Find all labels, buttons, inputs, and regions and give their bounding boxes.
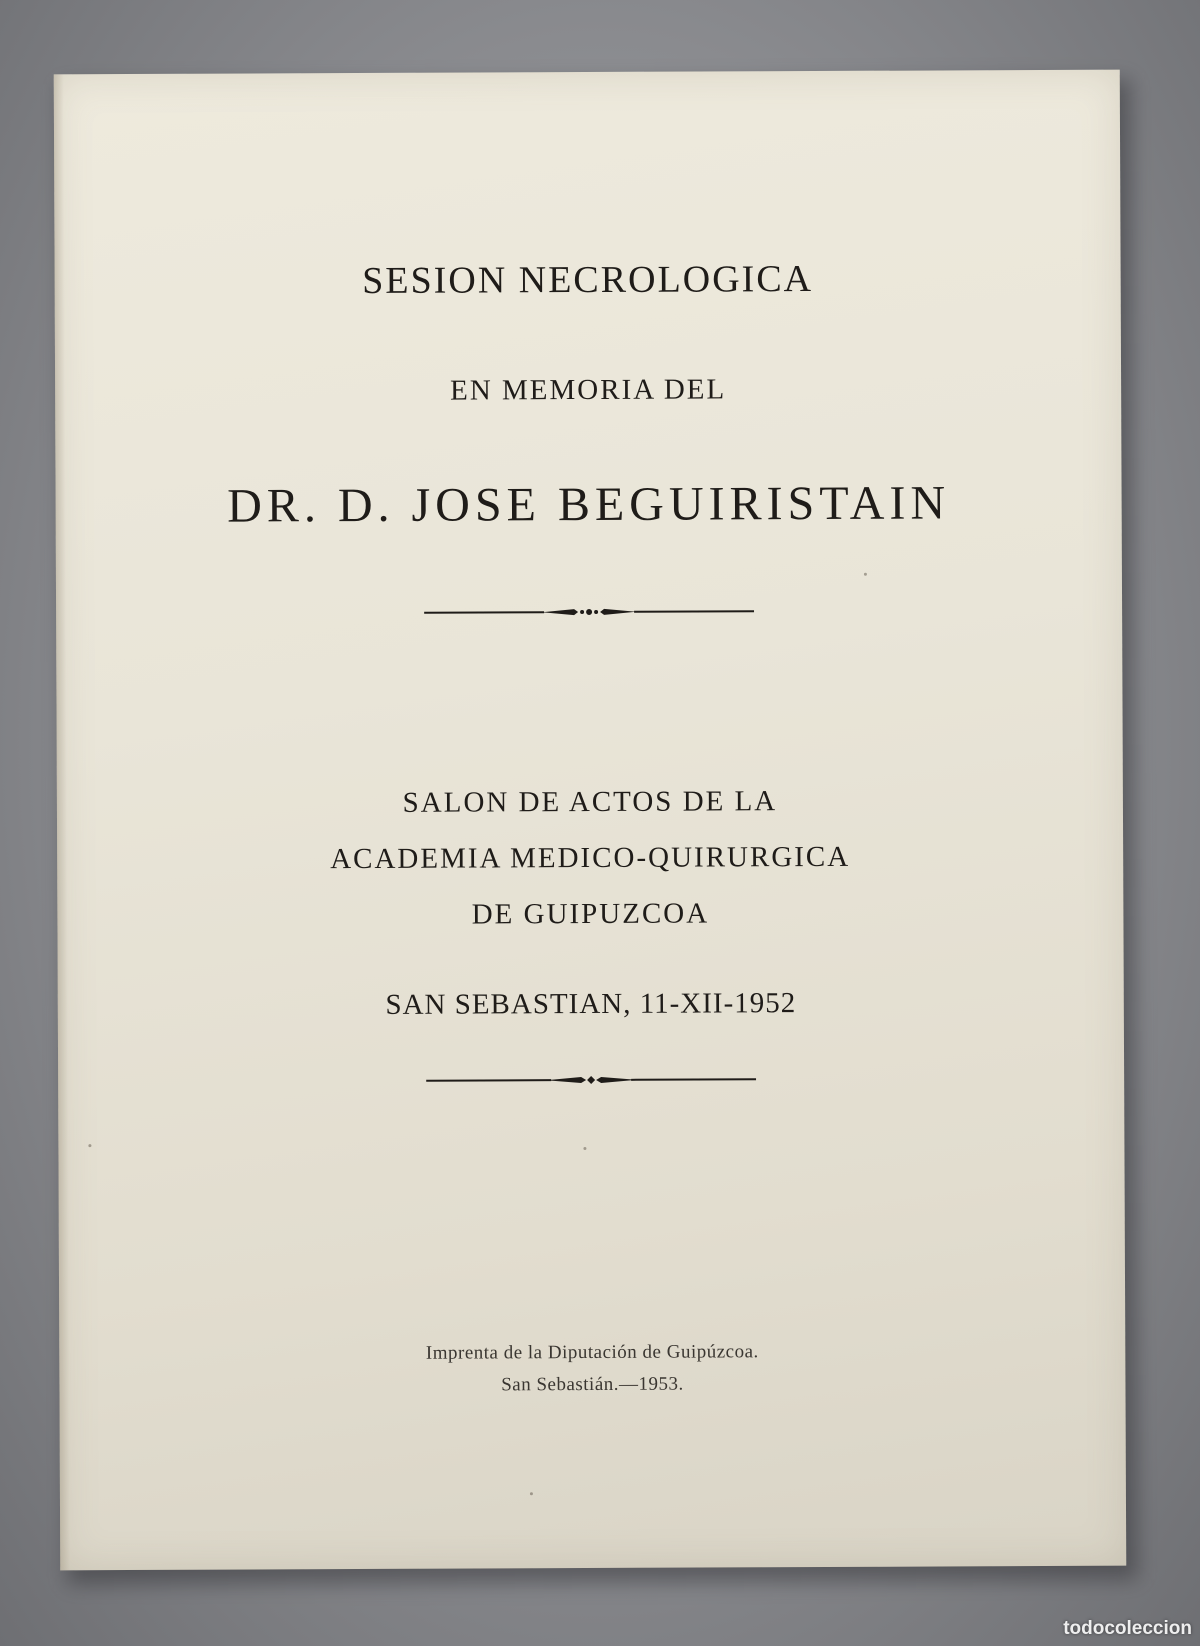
booklet-cover: [54, 70, 1127, 1571]
ornamental-rule-top: [424, 605, 754, 618]
ornamental-rule-bottom: [426, 1073, 756, 1086]
venue-line-1: SALON DE ACTOS DE LA: [402, 785, 778, 819]
imprint-line-2: San Sebastián.—1953.: [501, 1373, 684, 1396]
paper-speck: [530, 1492, 533, 1495]
title-name: DR. D. JOSE BEGUIRISTAIN: [227, 476, 951, 533]
place-date: SAN SEBASTIAN, 11-XII-1952: [385, 987, 797, 1021]
imprint-line-1: Imprenta de la Diputación de Guipúzcoa.: [425, 1341, 759, 1364]
paper-speck: [88, 1144, 91, 1147]
title-line-2: EN MEMORIA DEL: [449, 373, 727, 407]
paper-speck: [583, 1147, 586, 1150]
paper-speck: [864, 573, 867, 576]
venue-line-3: DE GUIPUZCOA: [471, 897, 710, 931]
venue-line-2: ACADEMIA MEDICO-QUIRURGICA: [330, 840, 851, 876]
site-watermark: todocoleccion: [1063, 1618, 1192, 1639]
title-line-1: SESION NECROLOGICA: [362, 258, 814, 302]
